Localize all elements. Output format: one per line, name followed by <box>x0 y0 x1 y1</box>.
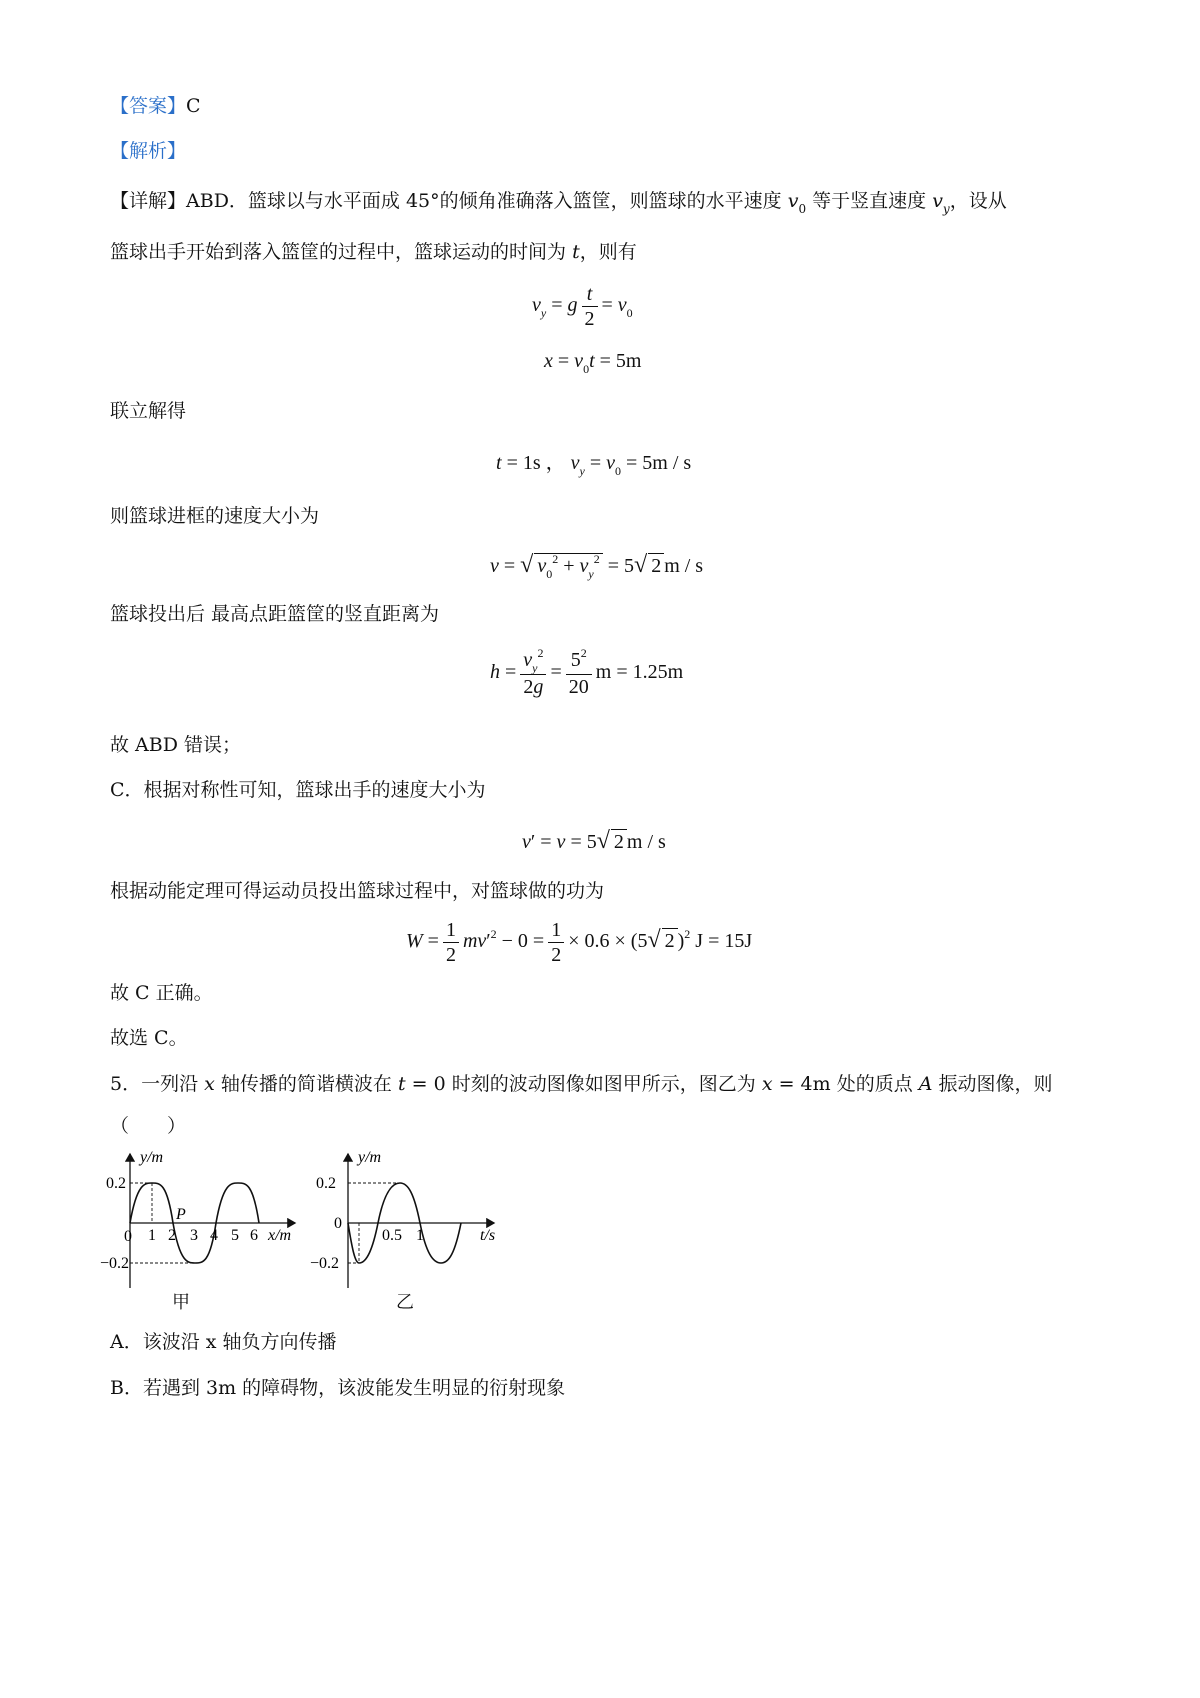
answer-line <box>110 92 201 120</box>
equation-v: v = √ $v_0^2 + v_y^2 = 5√$ 2 m / s <box>490 552 704 581</box>
question-bracket: （ ） <box>110 1115 187 1137</box>
joint-text: 联立解得 <box>110 400 187 422</box>
t-tick-0.5: 0.5 <box>382 1227 402 1244</box>
equation-x: $x = v_0t = 5m$ <box>544 350 642 376</box>
answer-tag: 【答案】 <box>110 95 187 117</box>
x-tick-3: 3 <box>190 1227 198 1244</box>
question-5-line: 5．一列沿 x 轴传播的简谐横波在 t = 0 时刻的波动图像如图甲所示，图乙为 x = 4m 处的质点 A 振动图像，则 <box>110 1073 1053 1095</box>
y-axis-label: y/m <box>358 1149 382 1166</box>
c-correct-text: 故 C 正确。 <box>110 982 213 1004</box>
option-a: A．该波沿 x 轴负方向传播 <box>110 1331 337 1353</box>
y-tick-neg: −0.2 <box>310 1255 340 1272</box>
equation-vy: $v_y = g$ $\frac{t}{2}$ = $v_0$ <box>532 283 633 330</box>
detail-tag: 【详解】 <box>110 190 187 212</box>
question-text-a: 一列沿 <box>141 1073 199 1095</box>
x-tick-2: 2 <box>168 1227 176 1244</box>
equation-w: W = $\frac{1}{2}$ $mv'^2 - 0$ = $\frac{1}{2}$ × 0.6 × (5√ 2 )$^2$ J = 15J <box>406 919 753 966</box>
y-tick-pos: 0.2 <box>316 1175 336 1192</box>
detail-text-2: 篮球出手开始到落入篮筐的过程中，篮球运动的时间为 <box>110 241 567 263</box>
equation-t: t = 1s ， $v_y = v_0 = 5m / s$ <box>496 452 692 478</box>
caption-jia: 甲 <box>172 1292 190 1313</box>
y-tick-pos: 0.2 <box>106 1175 126 1192</box>
work-intro-text: 根据动能定理可得运动员投出篮球过程中，对篮球做的功为 <box>110 880 605 902</box>
point-p-label: P <box>176 1206 186 1223</box>
abd-wrong-text: 故 ABD 错误； <box>110 734 241 756</box>
analysis-tag: 【解析】 <box>110 140 187 162</box>
equation-v-prime: v′ = v = 5√ 2 m / s <box>522 828 666 854</box>
question-text-e: 振动图像，则 <box>938 1073 1053 1095</box>
y-tick-zero: 0 <box>124 1228 132 1245</box>
question-number: 5． <box>110 1073 142 1095</box>
y-axis-label: y/m <box>140 1149 164 1166</box>
height-intro-text: 篮球投出后 最高点距篮筐的竖直距离为 <box>110 603 440 625</box>
y-tick-zero: 0 <box>334 1215 342 1232</box>
x-tick-1: 1 <box>148 1227 156 1244</box>
graph-yi <box>304 1148 514 1298</box>
choose-text: 故选 C。 <box>110 1027 188 1049</box>
question-text-b: 轴传播的简谐横波在 <box>220 1073 392 1095</box>
detail-line-2: 篮球出手开始到落入篮筐的过程中，篮球运动的时间为 t，则有 <box>110 241 637 263</box>
option-b: B．若遇到 3m 的障碍物，该波能发生明显的衍射现象 <box>110 1377 566 1399</box>
detail-text-1c: ，设从 <box>949 190 1007 212</box>
graph-jia <box>100 1148 310 1298</box>
question-text-d: 处的质点 <box>836 1073 913 1095</box>
caption-yi: 乙 <box>396 1292 414 1313</box>
detail-line-1: 【详解】ABD．篮球以与水平面成 45°的倾角准确落入篮筐，则篮球的水平速度 $v_0$ 等于竖直速度 $v_y$，设从 <box>110 190 1007 216</box>
x-tick-4: 4 <box>210 1227 218 1244</box>
t-axis-label: t/s <box>480 1227 496 1244</box>
detail-text-1: ABD．篮球以与水平面成 45°的倾角准确落入篮筐，则篮球的水平速度 <box>186 190 782 212</box>
question-text-c: 时刻的波动图像如图甲所示，图乙为 <box>451 1073 756 1095</box>
c-intro-text: C．根据对称性可知，篮球出手的速度大小为 <box>110 779 486 801</box>
detail-text-2b: ，则有 <box>579 241 637 263</box>
detail-text-1b: 等于竖直速度 <box>812 190 927 212</box>
y-tick-neg: −0.2 <box>100 1255 130 1272</box>
equation-h: h = $\frac{v_y^2}{2g}$ = $\frac{5^2}{20}$ m = 1.25m <box>490 646 684 698</box>
x-tick-5: 5 <box>231 1227 239 1244</box>
x-tick-6: 6 <box>250 1227 258 1244</box>
x-axis-label: x/m <box>268 1227 292 1244</box>
answer-value: C <box>186 95 201 117</box>
speed-intro-text: 则篮球进框的速度大小为 <box>110 505 320 527</box>
t-tick-1: 1 <box>416 1227 424 1244</box>
